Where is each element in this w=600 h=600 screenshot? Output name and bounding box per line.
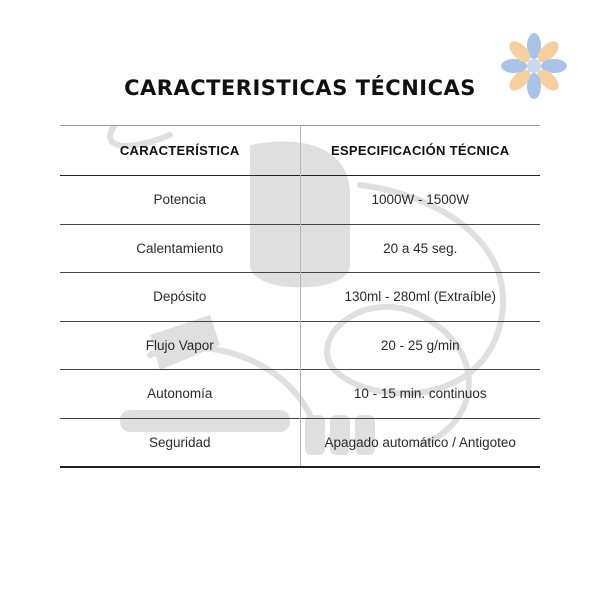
page-title: CARACTERISTICAS TÉCNICAS xyxy=(124,76,476,100)
row-spec: 10 - 15 min. continuos xyxy=(353,386,487,402)
table-row xyxy=(60,321,540,370)
logo-center xyxy=(527,59,541,73)
table-row xyxy=(60,370,540,419)
row-spec: 130ml - 280ml (Extraíble) xyxy=(344,289,497,305)
row-spec: Apagado automático / Antigoteo xyxy=(324,434,516,450)
row-spec: 20 a 45 seg. xyxy=(383,240,458,256)
row-feature: Flujo Vapor xyxy=(60,321,300,370)
header-feature: CARACTERÍSTICA xyxy=(60,126,300,176)
row-spec: 1000W - 1500W xyxy=(371,192,470,208)
row-feature: Autonomía xyxy=(60,370,300,419)
table-row xyxy=(60,418,540,467)
table-row xyxy=(60,224,540,273)
row-spec: 20 - 25 g/min xyxy=(380,337,460,353)
table-header-row xyxy=(60,126,540,176)
row-feature: Depósito xyxy=(60,273,300,322)
table-row xyxy=(60,176,540,225)
table-row xyxy=(60,273,540,322)
header-spec: ESPECIFICACIÓN TÉCNICA xyxy=(330,143,510,158)
row-feature: Calentamiento xyxy=(60,224,300,273)
row-feature: Potencia xyxy=(60,176,300,225)
row-feature: Seguridad xyxy=(60,418,300,467)
specs-table-container xyxy=(60,125,540,467)
specs-table xyxy=(60,125,540,468)
